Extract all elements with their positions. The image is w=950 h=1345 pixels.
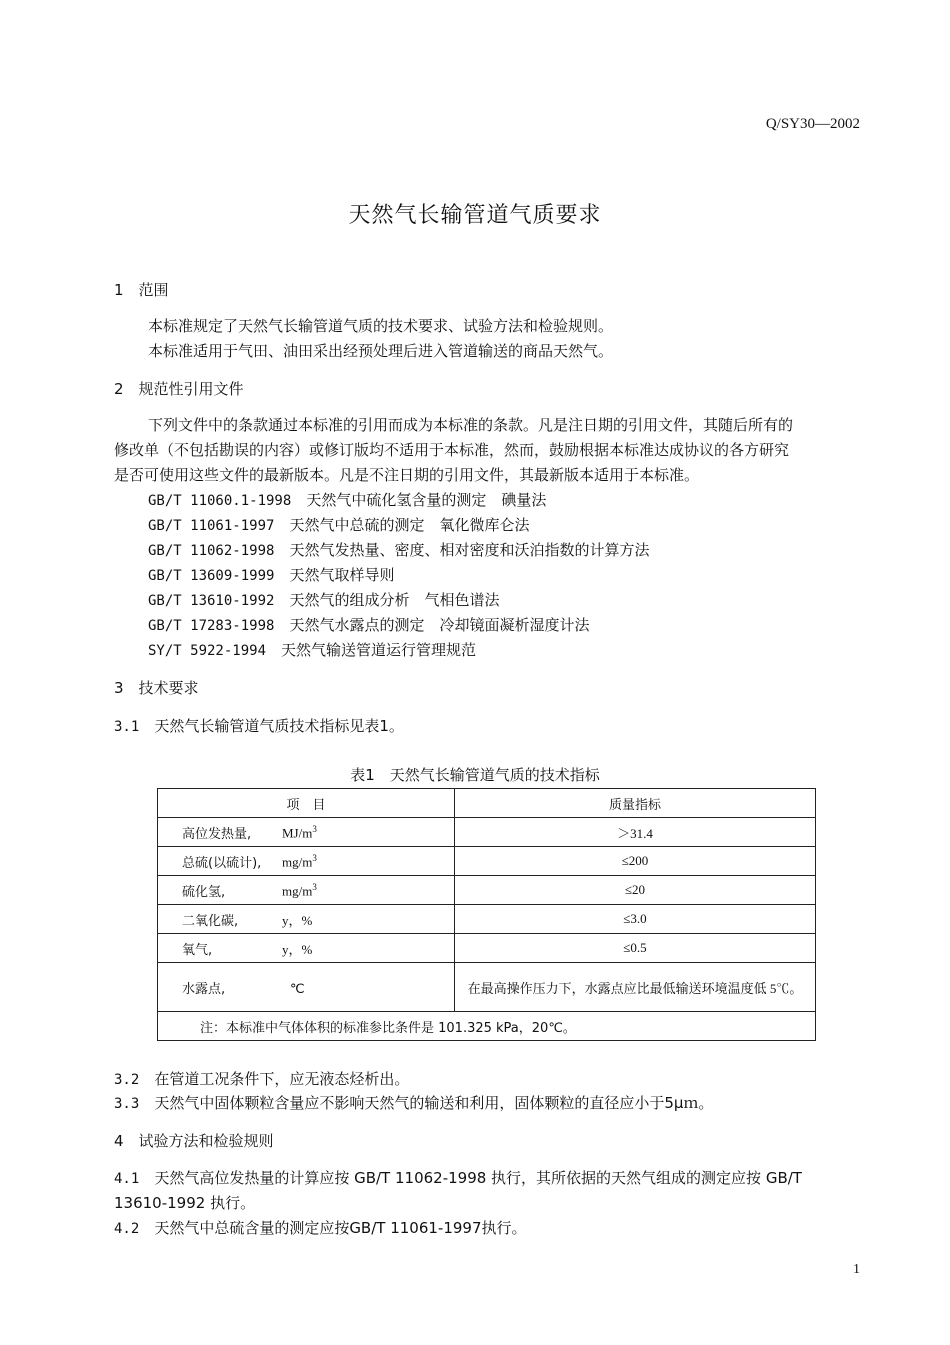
- table-header-item: 项 目: [158, 789, 455, 818]
- reference-item: GB/T 11062-1998 天然气发热量、密度、相对密度和沃泊指数的计算方法: [148, 541, 650, 559]
- table-row: [158, 934, 816, 963]
- table-note: 注：本标准中气体体积的标准参比条件是 101.325 kPa，20℃。: [158, 1012, 816, 1041]
- item-name: 二氧化碳,: [182, 913, 239, 929]
- item-value: ≤200: [455, 847, 816, 876]
- table-header-value: 质量指标: [455, 789, 816, 818]
- item-value: ≤0.5: [455, 934, 816, 963]
- section-4-heading: 4 试验方法和检验规则: [114, 1132, 274, 1150]
- reference-item: GB/T 13609-1999 天然气取样导则: [148, 566, 395, 584]
- section-1-heading: 1 范围: [114, 281, 169, 299]
- item-name: 硫化氢,: [182, 884, 226, 900]
- paragraph: 本标准适用于气田、油田采出经预处理后进入管道输送的商品天然气。: [148, 342, 614, 360]
- item-value: ≤20: [455, 876, 816, 905]
- table-row: [158, 818, 816, 847]
- item-unit: y，%: [282, 912, 313, 928]
- item-name: 总硫(以硫计),: [182, 855, 262, 871]
- item-name: 氧气,: [182, 942, 213, 958]
- section-2-heading: 2 规范性引用文件: [114, 380, 244, 398]
- paragraph: 本标准规定了天然气长输管道气质的技术要求、试验方法和检验规则。: [148, 317, 614, 335]
- item-unit: $mg/m^3$: [282, 853, 317, 870]
- clause-3-3: 3.3 天然气中固体颗粒含量应不影响天然气的输送和利用，固体颗粒的直径应小于5μｍ。: [114, 1094, 714, 1112]
- page-number: 1: [853, 1262, 860, 1277]
- item-unit: ℃: [290, 980, 305, 996]
- table-header-row: [158, 789, 816, 818]
- item-value: 在最高操作压力下，水露点应比最低输送环境温度低 5℃。: [455, 963, 816, 1012]
- item-value: ＞31.4: [455, 818, 816, 847]
- item-unit: $MJ/m^3$: [282, 824, 317, 841]
- paragraph-line: 修改单（不包括勘误的内容）或修订版均不适用于本标准，然而，鼓励根据本标准达成协议的各方研究: [114, 441, 790, 459]
- table-row: [158, 876, 816, 905]
- document-title: 天然气长输管道气质要求: [348, 203, 602, 228]
- quality-table: [157, 788, 816, 1041]
- clause-4-2: 4.2 天然气中总硫含量的测定应按GB/T 11061-1997执行。: [114, 1219, 527, 1237]
- item-name: 高位发热量,: [182, 826, 252, 842]
- item-unit: $mg/m^3$: [282, 882, 317, 899]
- item-name: 水露点,: [182, 981, 226, 997]
- paragraph-line: 下列文件中的条款通过本标准的引用而成为本标准的条款。凡是注日期的引用文件，其随后所有的: [148, 416, 794, 434]
- section-3-heading: 3 技术要求: [114, 679, 199, 697]
- paragraph-line: 是否可使用这些文件的最新版本。凡是不注日期的引用文件，其最新版本适用于本标准。: [114, 466, 700, 484]
- reference-item: GB/T 11060.1-1998 天然气中硫化氢含量的测定 碘量法: [148, 491, 547, 509]
- table-row: [158, 905, 816, 934]
- reference-item: GB/T 13610-1992 天然气的组成分析 气相色谱法: [148, 591, 500, 609]
- reference-item: GB/T 11061-1997 天然气中总硫的测定 氧化微库仑法: [148, 516, 530, 534]
- clause-4-1-continued: 13610-1992 执行。: [114, 1194, 256, 1212]
- clause-4-1: 4.1 天然气高位发热量的计算应按 GB/T 11062-1998 执行，其所依据的天然气组成的测定应按 GB/T: [114, 1169, 802, 1187]
- table-row: [158, 847, 816, 876]
- table-note-row: [158, 1012, 816, 1041]
- document-code: Q/SY30—2002: [765, 116, 860, 132]
- reference-item: SY/T 5922-1994 天然气输送管道运行管理规范: [148, 641, 477, 659]
- item-value: ≤3.0: [455, 905, 816, 934]
- item-unit: y，%: [282, 941, 313, 957]
- table-row: [158, 963, 816, 1012]
- clause-3-1: 3.1 天然气长输管道气质技术指标见表1。: [114, 717, 404, 735]
- table-caption: 表1 天然气长输管道气质的技术指标: [350, 766, 600, 784]
- reference-item: GB/T 17283-1998 天然气水露点的测定 冷却镜面凝析湿度计法: [148, 616, 590, 634]
- clause-3-2: 3.2 在管道工况条件下，应无液态烃析出。: [114, 1070, 410, 1088]
